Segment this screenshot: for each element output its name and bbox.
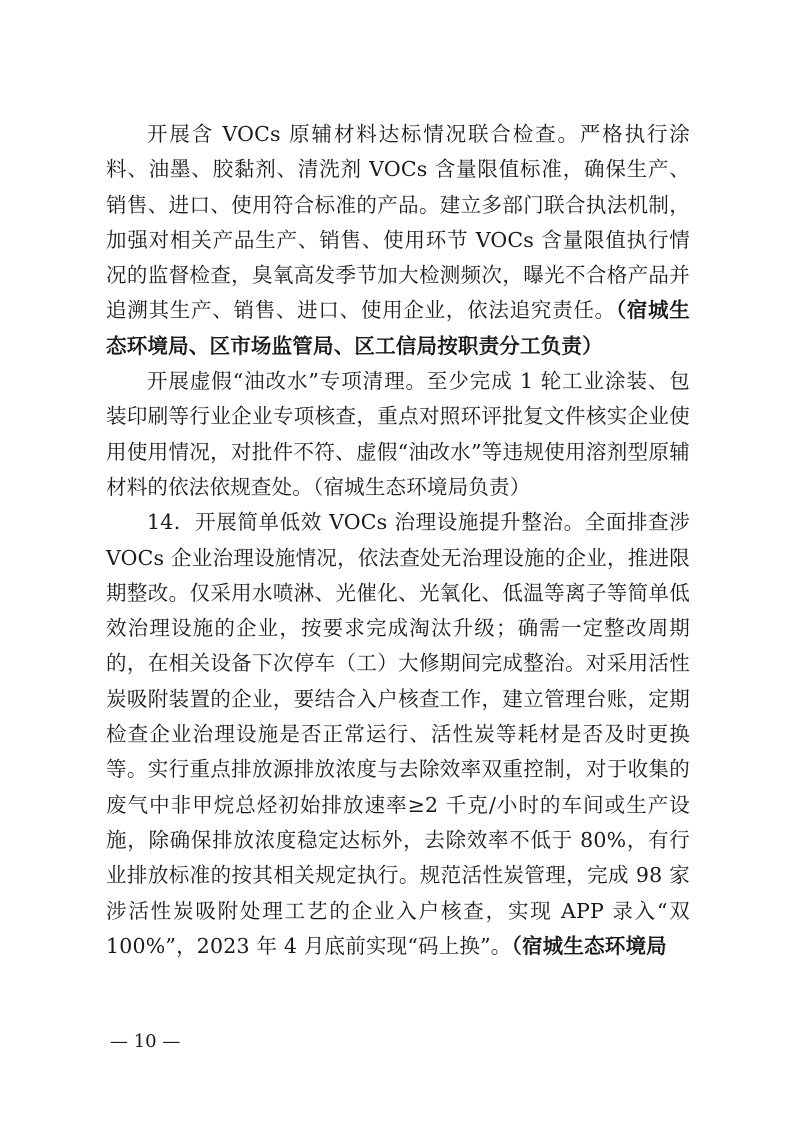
responsible-departments: （宿城生态环境局 bbox=[511, 933, 667, 958]
responsible-departments: （宿城生态环境局、区市场监管局、区工信局按职责分工负责） bbox=[106, 298, 690, 358]
paragraph-item-14-treatment-upgrade bbox=[106, 505, 690, 964]
document-body bbox=[106, 117, 690, 964]
paragraph-text: 开展虚假“油改水”专项清理。至少完成 1 轮工业涂装、包装印刷等行业企业专项核查，重点对照环评批复文件核实企业使用使用情况，对批件不符、虚假“油改水”等违规使用溶剂型原辅材料的依法依规查处。 bbox=[106, 369, 690, 499]
responsible-departments: （宿城生态环境局负责） bbox=[313, 474, 531, 499]
page-number: — 10 — bbox=[110, 1031, 181, 1052]
paragraph-text: 14．开展简单低效 VOCs 治理设施提升整治。全面排查涉 VOCs 企业治理设施情况，依法查处无治理设施的企业，推进限期整改。仅采用水喷淋、光催化、光氧化、低温等离子等简单低效治理设施的企业，按要求完成淘汰升级；确需一定整改周期的，在相关设备下次停车（工）大修期间完成整治。对采用活性炭吸附装置的企业，要结合入户核查工作，建立管理台账，定期检查企业治理设施是否正常运行、活性炭等耗材是否及时更换等。实行重点排放源排放浓度与去除效率双重控制，对于收集的废气中非甲烷总烃初始排放速率≥2 千克/小时的车间或生产设施，除确保排放浓度稳定达标外，去除效率不低于 80%，有行业排放标准的按其相关规定执行。规范活性炭管理，完成 98 家涉活性炭吸附处理工艺的企业入户核查，实现 APP 录入“双 100%”，2023 年 4 月底前实现“码上换”。 bbox=[106, 510, 690, 958]
paragraph-text: 开展含 VOCs 原辅材料达标情况联合检查。严格执行涂料、油墨、胶黏剂、清洗剂 VOCs 含量限值标准，确保生产、销售、进口、使用符合标准的产品。建立多部门联合执法机制，加强对相关产品生产、销售、使用环节 VOCs 含量限值执行情况的监督检查，臭氧高发季节加大检测频次，曝光不合格产品并追溯其生产、销售、进口、使用企业，依法追究责任。 bbox=[106, 122, 690, 323]
paragraph-oil-to-water-cleanup bbox=[106, 364, 690, 505]
paragraph-voc-materials-inspection bbox=[106, 117, 690, 364]
